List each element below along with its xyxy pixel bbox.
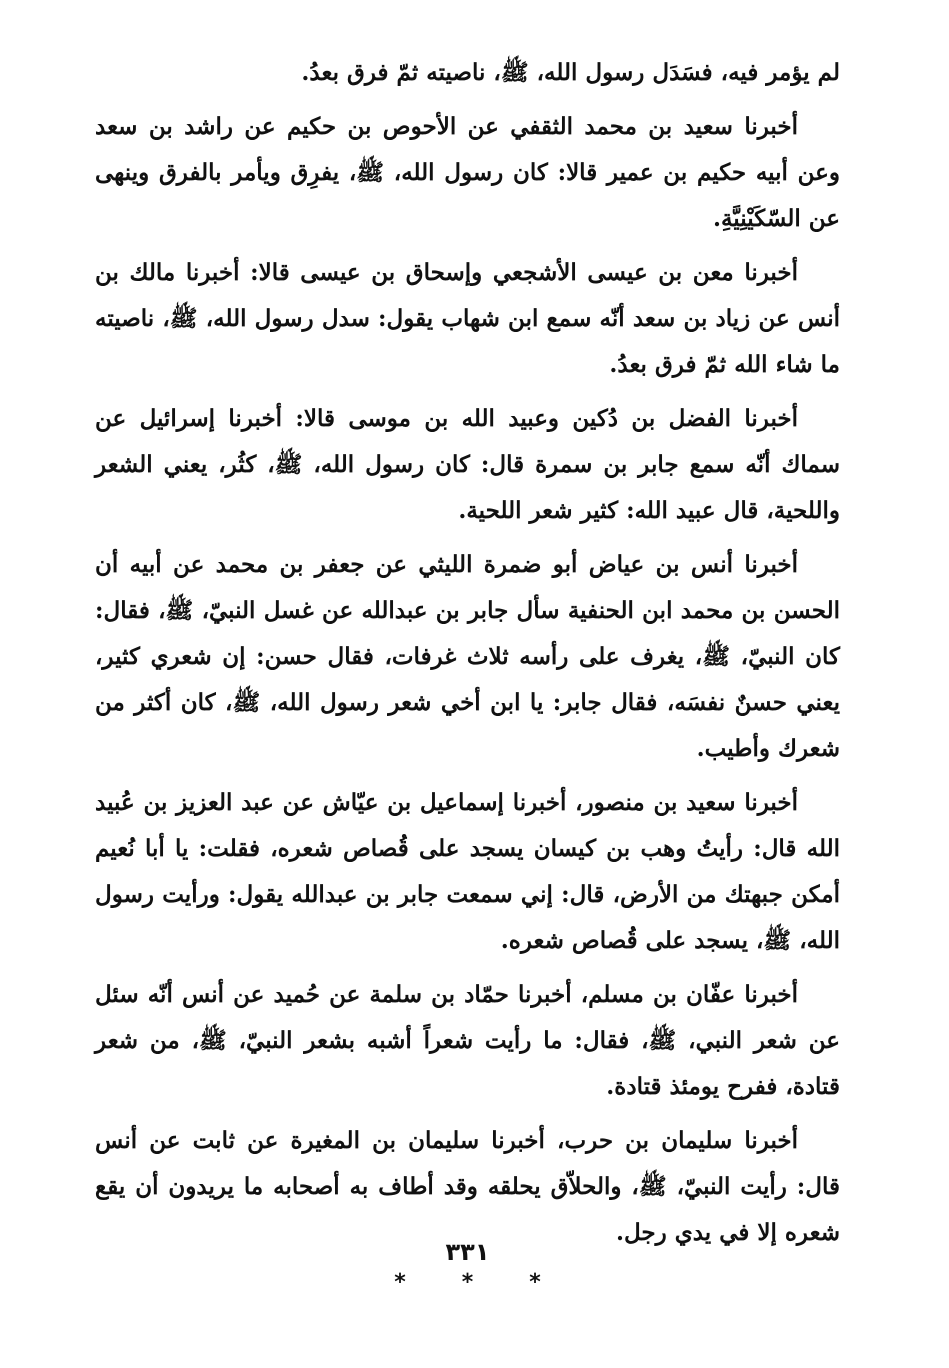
paragraph-hadith: أخبرنا سعيد بن منصور، أخبرنا إسماعيل بن عيّاش عن عبد العزيز بن عُبيد الله قال: رأيتُ وهب بن كيسان يسجد على قُصاص شعره، فقلت: يا أبا نُعيم أمكن جبهتك من الأرض، قال: إني سمعت جابر بن عبدالله يقول: ورأيت رسول الله، ﷺ، يسجد على قُصاص شعره. <box>95 789 840 954</box>
book-page <box>95 50 840 1340</box>
paragraph-hadith: أخبرنا سليمان بن حرب، أخبرنا سليمان بن المغيرة عن ثابت عن أنس قال: رأيت النبيّ، ﷺ، والحلاّق يحلقه وقد أطاف به أصحابه ما يريدون أن يقع شعره إلا في يدي رجل. <box>95 1127 840 1246</box>
asterisk-mark: * <box>461 1270 474 1295</box>
paragraph-hadith: أخبرنا معن بن عيسى الأشجعي وإسحاق بن عيسى قالا: أخبرنا مالك بن أنس عن زياد بن سعد أنّه سمع ابن شهاب يقول: سدل رسول الله، ﷺ، ناصيته ما شاء الله ثمّ فرق بعدُ. <box>95 259 840 378</box>
paragraph-hadith: أخبرنا سعيد بن محمد الثقفي عن الأحوص بن حكيم عن راشد بن سعد وعن أبيه حكيم بن عمير قالا: كان رسول الله، ﷺ، يفرِق ويأمر بالفرق وينهى عن السّكَيْنِيَّةِ. <box>95 113 840 232</box>
section-separator <box>95 1270 840 1295</box>
asterisk-mark: * <box>394 1270 406 1295</box>
page-number: ٣٣١ <box>445 1238 490 1266</box>
paragraph-hadith: أخبرنا الفضل بن دُكين وعبيد الله بن موسى قالا: أخبرنا إسرائيل عن سماك أنّه سمع جابر بن سمرة قال: كان رسول الله، ﷺ، كثُر، يعني الشعر واللحية، قال عبيد الله: كثير شعر اللحية. <box>95 405 840 524</box>
asterisk-mark: * <box>529 1270 541 1295</box>
paragraph-hadith: أخبرنا أنس بن عياض أبو ضمرة الليثي عن جعفر بن محمد عن أبيه أن الحسن بن محمد ابن الحنفية سأل جابر بن عبدالله عن غسل النبيّ، ﷺ، فقال: كان النبيّ، ﷺ، يغرف على رأسه ثلاث غرفات، فقال حسن: إن شعري كثير، يعني حسنٌ نفسَه، فقال جابر: يا ابن أخي شعر رسول الله، ﷺ، كان أكثر من شعرك وأطيب. <box>95 551 840 762</box>
paragraph-continuation: لم يؤمر فيه، فسَدَل رسول الله، ﷺ، ناصيته ثمّ فرق بعدُ. <box>301 59 840 86</box>
paragraph-hadith: أخبرنا عفّان بن مسلم، أخبرنا حمّاد بن سلمة عن حُميد عن أنس أنّه سئل عن شعر النبي، ﷺ، فقال: ما رأيت شعراً أشبه بشعر النبيّ، ﷺ، من شعر قتادة، ففرح يومئذ قتادة. <box>95 981 840 1100</box>
